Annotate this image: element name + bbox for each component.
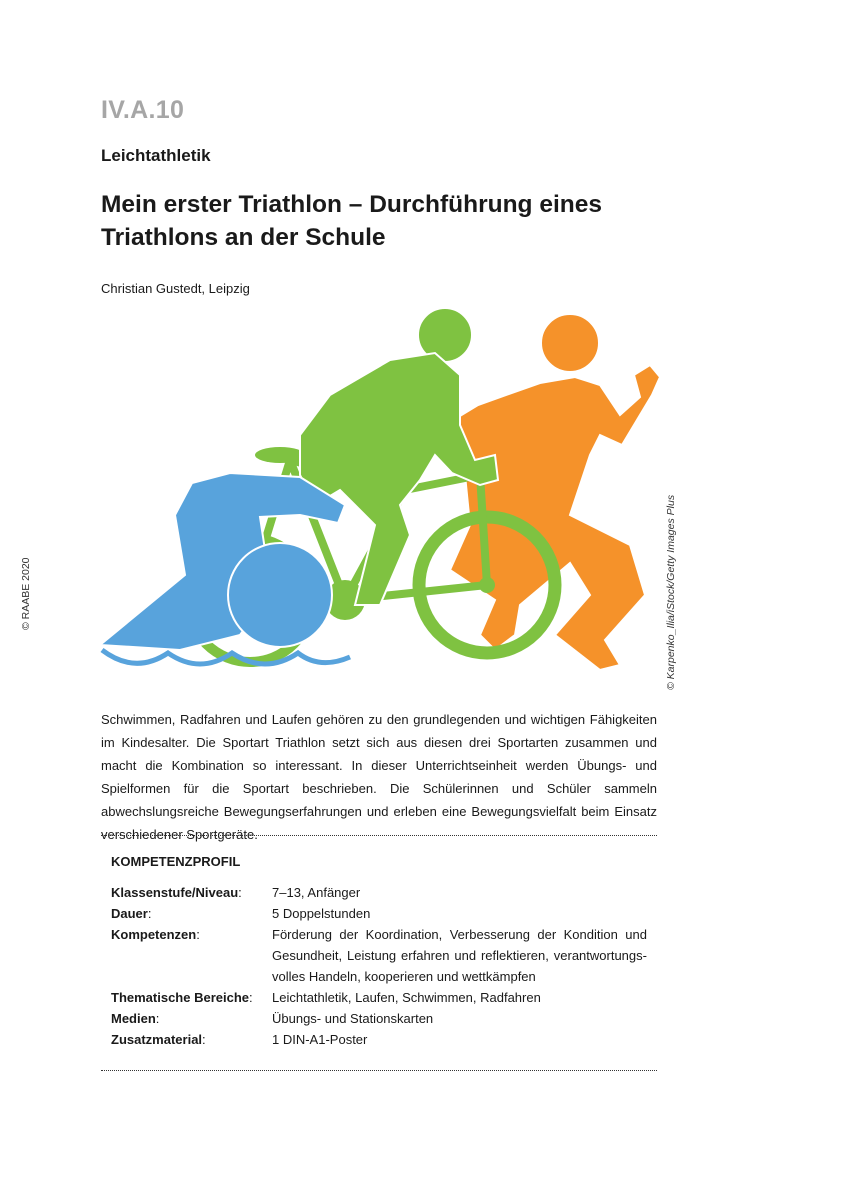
unit-code: IV.A.10 xyxy=(101,96,185,124)
profile-value: 7–13, Anfänger xyxy=(272,885,361,900)
profile-label: Kompetenzen xyxy=(111,927,197,942)
profile-value: 5 Doppelstunden xyxy=(272,906,371,921)
author-line: Christian Gustedt, Leipzig xyxy=(101,281,250,296)
profile-row: Dauer: 5 Doppelstunden xyxy=(111,903,647,924)
swimmer-figure xyxy=(100,473,345,650)
profile-label: Dauer xyxy=(111,906,148,921)
profile-row: Klassenstufe/Niveau: 7–13, Anfänger xyxy=(111,882,647,903)
image-credit: © Karpenko_Ilia/iStock/Getty Images Plus xyxy=(665,494,677,690)
profile-value: Übungs- und Stationskarten xyxy=(272,1011,434,1026)
subject-heading: Leichtathletik xyxy=(101,146,211,165)
divider-top xyxy=(101,835,657,836)
triathlon-illustration xyxy=(100,305,665,680)
profile-row: Zusatzmaterial: 1 DIN-A1-Poster xyxy=(111,1029,647,1050)
competence-profile xyxy=(111,882,647,1050)
profile-label: Klassenstufe/Niveau xyxy=(111,885,239,900)
profile-row: Medien: Übungs- und Stationskarten xyxy=(111,1008,647,1029)
page-title: Mein erster Triathlon – Durchführung eines Triathlons an der Schule xyxy=(101,191,602,251)
profile-value: 1 DIN-A1-Poster xyxy=(272,1032,368,1047)
profile-value: Förderung der Koordination, Verbesserung der Kondition und Gesundheit, Leistung erfahren und reflektieren, verantwortungsvolles Handeln, kooperieren und wettkämpfen xyxy=(272,927,647,984)
profile-label: Medien xyxy=(111,1011,156,1026)
profile-row: Thematische Bereiche: Leichtathletik, Laufen, Schwimmen, Radfahren xyxy=(111,987,647,1008)
intro-paragraph: Schwimmen, Radfahren und Laufen gehören zu den grundlegenden und wichtigen Fähigkeiten im Kindesalter. Die Sportart Triathlon setzt sich aus diesen drei Sportarten zusammen und macht die Kombination so interessant. In dieser Unterrichtseinheit werden Übungs- und Spielformen für die Sportart beschrieben. Die Schülerinnen und Schüler sammeln abwechslungsreiche Bewegungserfahrungen und erleben eine Bewegungsvielfalt beim Einsatz verschiedener Sportgeräte. xyxy=(101,712,657,842)
copyright-notice: © RAABE 2020 xyxy=(20,557,32,630)
profile-heading: KOMPETENZPROFIL xyxy=(111,854,241,869)
profile-value: Leichtathletik, Laufen, Schwimmen, Radfahren xyxy=(272,990,541,1005)
profile-row: Kompetenzen: Förderung der Koordination, Verbesserung der Kondition und Gesundheit, Leistung erfahren und reflektieren, verantwortungsvolles Handeln, kooperieren und wettkämpfen xyxy=(111,924,647,987)
profile-label: Zusatzmaterial xyxy=(111,1032,203,1047)
divider-bottom xyxy=(101,1070,657,1071)
profile-label: Thematische Bereiche xyxy=(111,990,250,1005)
